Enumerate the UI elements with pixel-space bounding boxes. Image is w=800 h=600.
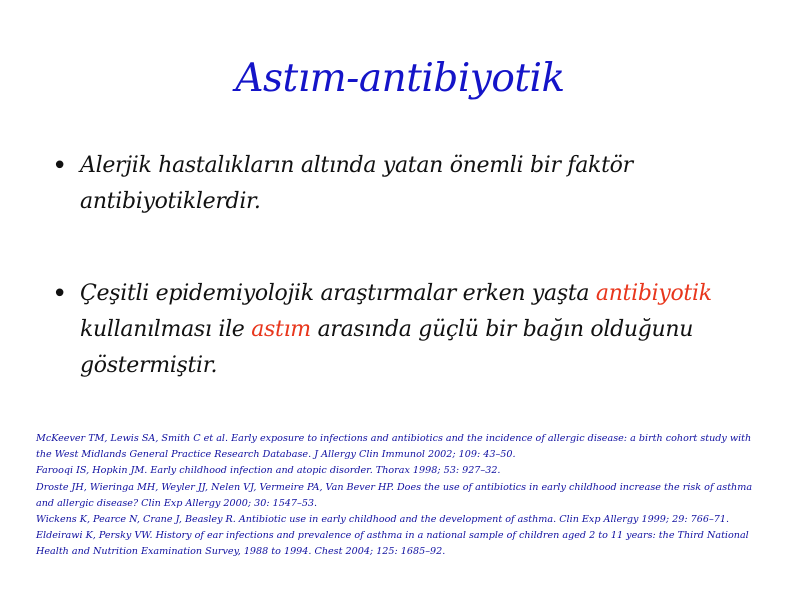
bullet-text-2-part1: Çeşitli epidemiyolojik araştırmalar erken yaşta [80,281,596,306]
highlight-astim: astım [251,317,311,342]
reference-4: Wickens K, Pearce N, Crane J, Beasley R. Antibiotic use in early childhood and the development of asthma. Clin Exp Allergy 1999; 29: 766–71. [36,514,730,526]
bullet-item-2 [48,276,768,384]
bullet-dot-icon: • [52,279,68,309]
reference-5: Eldeirawi K, Persky VW. History of ear infections and prevalence of asthma in a national sample of children aged 2 to 11 years: the Third National Health and Nutrition Examination Survey, 1988 to 1994. Chest 2004; 125: 1685–92. [36,530,749,558]
bullet-text-2-part3: arasında güçlü bir bağın olduğunu göstermiştir. [80,317,694,378]
reference-2: Farooqi IS, Hopkin JM. Early childhood infection and atopic disorder. Thorax 1998; 53: 927–32. [36,465,501,477]
bullet-text-2-part2: kullanılması ile [80,317,252,342]
reference-1: McKeever TM, Lewis SA, Smith C et al. Early exposure to infections and antibiotics and the incidence of allergic disease: a birth cohort study with the West Midlands General Practice Research Database. J Allergy Clin Immunol 2002; 109: 43–50. [36,433,752,461]
references-block [36,431,754,561]
slide-title: Astım-antibiyotik [235,56,565,101]
highlight-antibiyotik: antibiyotik [595,281,712,306]
reference-3: Droste JH, Wieringa MH, Weyler JJ, Nelen VJ, Vermeire PA, Van Bever HP. Does the use of antibiotics in early childhood increase the risk of asthma and allergic disease? Clin Exp Allergy 2000; 30: 1547–53. [36,481,753,509]
bullet-dot-icon: • [52,151,68,181]
bullet-list [48,148,768,384]
bullet-text-1: Alerjik hastalıkların altında yatan önemli bir faktör antibiyotiklerdir. [80,153,633,214]
bullet-item-1 [48,148,768,220]
